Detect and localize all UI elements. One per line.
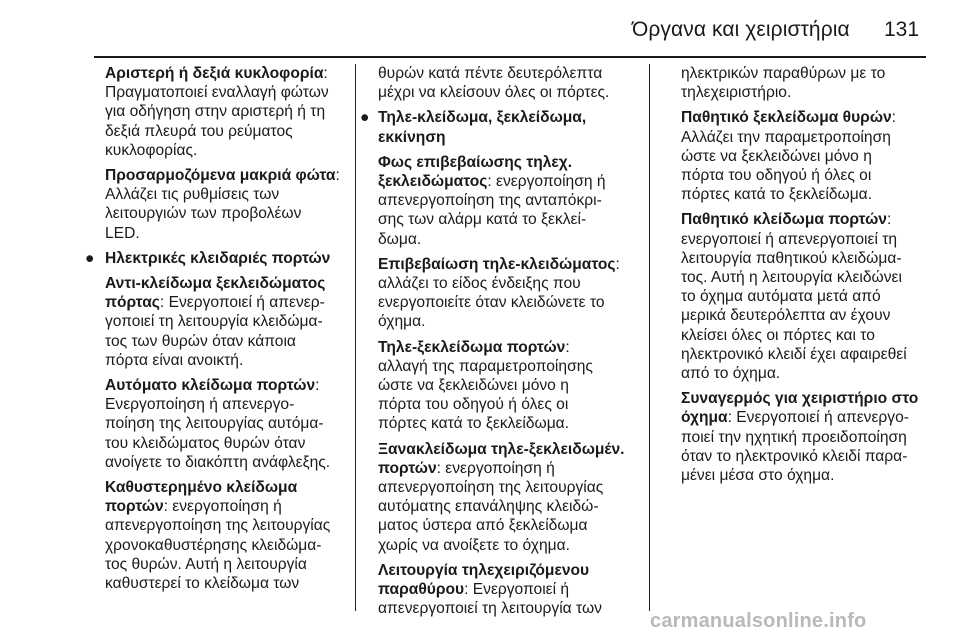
term: ξεκλειδώματος [378,173,488,191]
text-line [105,414,355,433]
text: ματος ύστερα από ξεκλείδωμα [378,517,588,535]
paragraph [677,389,935,485]
term: πορτών [378,459,437,477]
text: όχημα. [378,313,426,331]
text: μένει μέσα στο όχημα. [681,467,835,485]
text-line [378,230,642,249]
text-line [105,249,355,268]
term: Τηλε-κλείδωμα, ξεκλείδωμα, [378,109,587,127]
text: δωμα. [378,230,422,248]
text-line [681,364,935,383]
text-line [378,478,642,497]
text-line [378,191,642,210]
text-line [378,561,642,580]
text-line [378,338,642,357]
text: αλλάζει το είδος ένδειξης που [378,275,581,293]
term: όχημα [681,409,728,427]
text-line [681,268,935,287]
paragraph [368,338,642,434]
text: όταν το ηλεκτρονικό κλειδί παρα- [681,447,908,465]
text: : Ενεργοποιεί ή [464,581,570,599]
term: Καθυστερημένο κλείδωμα [105,479,298,497]
text: αλλαγή της παραμετροποίησης [378,357,593,375]
text: Αλλάζει τις ρυθμίσεις των [105,186,280,204]
paragraph [368,255,642,332]
text: : Ενεργοποιεί ή απενεργο- [727,409,909,427]
text-line [105,497,355,516]
text: : [886,211,892,229]
text-line [105,453,355,472]
text-line [681,326,935,345]
text: : [335,167,340,185]
text: ηλεκτρικών παραθύρων με το [681,65,886,82]
paragraph [368,153,642,249]
text: τος των θυρών όταν κάποια [105,332,296,350]
term: πόρτας [105,294,160,312]
paragraph [73,64,355,160]
text-line [105,185,355,204]
text: για οδήγηση στην αριστερή ή τη [105,103,326,121]
section-title: Όργανα και χειριστήρια [632,18,850,41]
text: : Ενεργοποιεί ή απενερ- [159,294,325,312]
paragraph [677,210,935,383]
text: κλείσει όλες οι πόρτες και το [681,326,875,344]
column-divider [649,64,650,611]
text-line [378,64,642,83]
text-line [105,395,355,414]
header-divider [94,56,926,58]
term: Παθητικό κλείδωμα πορτών [681,211,887,229]
text: ενεργοποιεί ή απενεργοποιεί τη [681,230,898,248]
text: χωρίς να ανοίξετε το όχημα. [378,536,570,554]
text: μερικά δευτερόλεπτα αν έχουν [681,307,891,325]
text-column-3 [677,64,935,491]
text-column-2 [360,64,642,624]
text: γοποιεί τη λειτουργία κλειδώμα- [105,313,323,331]
page-header [0,0,960,60]
text: : [565,338,570,356]
paragraph [368,561,642,619]
text-line [681,64,935,83]
text-line [105,516,355,535]
text-line [105,351,355,370]
text-line [105,102,355,121]
term: Αυτόματο κλείδωμα πορτών [105,377,316,395]
paragraph [73,166,355,243]
paragraph [73,376,355,472]
term: Επιβεβαίωση τηλε-κλειδώματος [378,255,616,273]
text-line [105,293,355,312]
text-line [681,287,935,306]
text-line [105,166,355,185]
text-line [105,83,355,102]
term: Φως επιβεβαίωσης τηλεχ. [378,153,573,171]
text: πόρτες κατά το ξεκλείδωμα. [681,186,873,204]
text: ώστε να ξεκλειδώνει μόνο η [378,377,569,395]
text-line [681,210,935,229]
term: Προσαρμοζόμενα μακριά φώτα [105,167,336,185]
term: παραθύρου [378,581,465,599]
text-line [378,312,642,331]
paragraph [677,108,935,204]
text: : ενεργοποίηση ή [487,173,606,191]
text-line [681,389,935,408]
text-line [378,516,642,535]
text: από το όχημα. [681,365,781,383]
text: πόρτες κατά το ξεκλείδωμα. [378,415,570,433]
paragraph [73,478,355,593]
text-line [378,108,642,127]
bullet-heading [73,249,355,268]
text: πόρτα είναι ανοικτή. [105,351,244,369]
column-divider [355,64,356,611]
term: Ηλεκτρικές κλειδαριές πορτών [105,249,331,267]
text-column-1 [73,64,355,599]
text-line [681,466,935,485]
text: : ενεργοποίηση ή [163,498,282,516]
text: απενεργοποίηση της ανταπόκρι- [378,192,602,210]
text: σης των αλάρμ κατά το ξεκλεί- [378,211,587,229]
text-line [681,408,935,427]
bullet-icon: ● [360,109,370,127]
text: λειτουργία παθητικού κλειδώμα- [681,249,902,267]
watermark: carmanualsonline.info [650,610,867,632]
text: ποιεί την ηχητική προειδοποίηση [681,428,907,446]
text-line [681,428,935,447]
term: Αριστερή ή δεξιά κυκλοφορία [105,65,324,82]
text-line [681,306,935,325]
text-line [681,447,935,466]
text-line [378,153,642,172]
text-line [105,224,355,243]
text: ηλεκτρονικό κλειδί έχει αφαιρεθεί [681,345,907,363]
text-line [681,108,935,127]
text: απενεργοποίηση της λειτουργίας [105,517,331,535]
text-line [378,497,642,516]
text-line [105,141,355,160]
text-line [378,459,642,478]
text: θυρών κατά πέντε δευτερόλεπτα [378,65,603,82]
text-line [105,274,355,293]
paragraph [73,274,355,370]
text-line [378,357,642,376]
text: το όχημα αυτόματα μετά από [681,288,881,306]
text: ώστε να ξεκλειδώνει μόνο η [681,147,872,165]
text: ενεργοποιείτε όταν κλειδώνετε το [378,294,605,312]
text: χρονοκαθυστέρησης κλειδώμα- [105,536,322,554]
text: : [615,255,620,273]
text-line [378,128,642,147]
text: ανοίγετε το διακόπτη ανάφλεξης. [105,453,331,471]
text-line [105,122,355,141]
term: Λειτουργία τηλεχειριζόμενου [378,561,590,579]
paragraph [677,64,935,102]
text-line [681,83,935,102]
text-line [378,414,642,433]
term: Ξανακλείδωμα τηλε-ξεκλειδωμέν. [378,440,625,458]
page-number: 131 [884,18,920,41]
text: : [323,65,328,82]
text: αυτόματης επανάληψης κλειδώ- [378,498,599,516]
text: Πραγματοποιεί εναλλαγή φώτων [105,84,329,102]
text-line [378,293,642,312]
bullet-heading [360,108,642,146]
text: του κλειδώματος θυρών όταν [105,434,306,452]
text: : [891,109,897,127]
text-line [681,345,935,364]
text-line [378,580,642,599]
text: πόρτα του οδηγού ή όλες οι [681,167,872,185]
text-line [378,210,642,229]
term: Συναγερμός για χειριστήριο στο [681,390,919,408]
text-line [105,332,355,351]
text-line [105,376,355,395]
text: πόρτα του οδηγού ή όλες οι [378,396,569,414]
text: καθυστερεί το κλείδωμα των [105,575,300,593]
text-line [105,64,355,83]
text: Ενεργοποίηση ή απενεργο- [105,396,295,414]
text: : [315,377,320,395]
text: τηλεχειριστήριο. [681,84,792,102]
text-line [378,83,642,102]
text-line [105,574,355,593]
text-line [378,395,642,414]
text: απενεργοποίηση της λειτουργίας [378,479,604,497]
text-line [105,536,355,555]
text-line [681,185,935,204]
term: πορτών [105,498,164,516]
term: εκκίνηση [378,128,446,146]
text: κυκλοφορίας. [105,141,198,159]
text: Αλλάζει την παραμετροποίηση [681,128,891,146]
text-line [681,128,935,147]
text: : ενεργοποίηση ή [436,459,555,477]
text-line [378,376,642,395]
text-line [378,255,642,274]
text: LED. [105,224,140,242]
paragraph [368,440,642,555]
text: τος θυρών. Αυτή η λειτουργία [105,555,307,573]
text-line [105,312,355,331]
text-line [378,440,642,459]
text: λειτουργιών των προβολέων [105,205,302,223]
bullet-icon: ● [85,249,95,267]
text-line [105,555,355,574]
text-line [681,166,935,185]
text-line [378,274,642,293]
text: απενεργοποιεί τη λειτουργία των [378,600,602,618]
text-line [681,147,935,166]
text: μέχρι να κλείσουν όλες οι πόρτες. [378,84,610,102]
text-line [105,434,355,453]
text-line [105,478,355,497]
text-line [378,536,642,555]
text-line [681,249,935,268]
text-line [378,172,642,191]
term: Τηλε-ξεκλείδωμα πορτών [378,338,566,356]
text-line [378,599,642,618]
term: Παθητικό ξεκλείδωμα θυρών [681,109,892,127]
text-line [105,204,355,223]
text: δεξιά πλευρά του ρεύματος [105,122,293,140]
text-line [681,230,935,249]
term: Αντι-κλείδωμα ξεκλειδώματος [105,275,326,293]
paragraph [368,64,642,102]
text: τος. Αυτή η λειτουργία κλειδώνει [681,269,902,287]
text: ποίηση της λειτουργίας αυτόμα- [105,415,324,433]
